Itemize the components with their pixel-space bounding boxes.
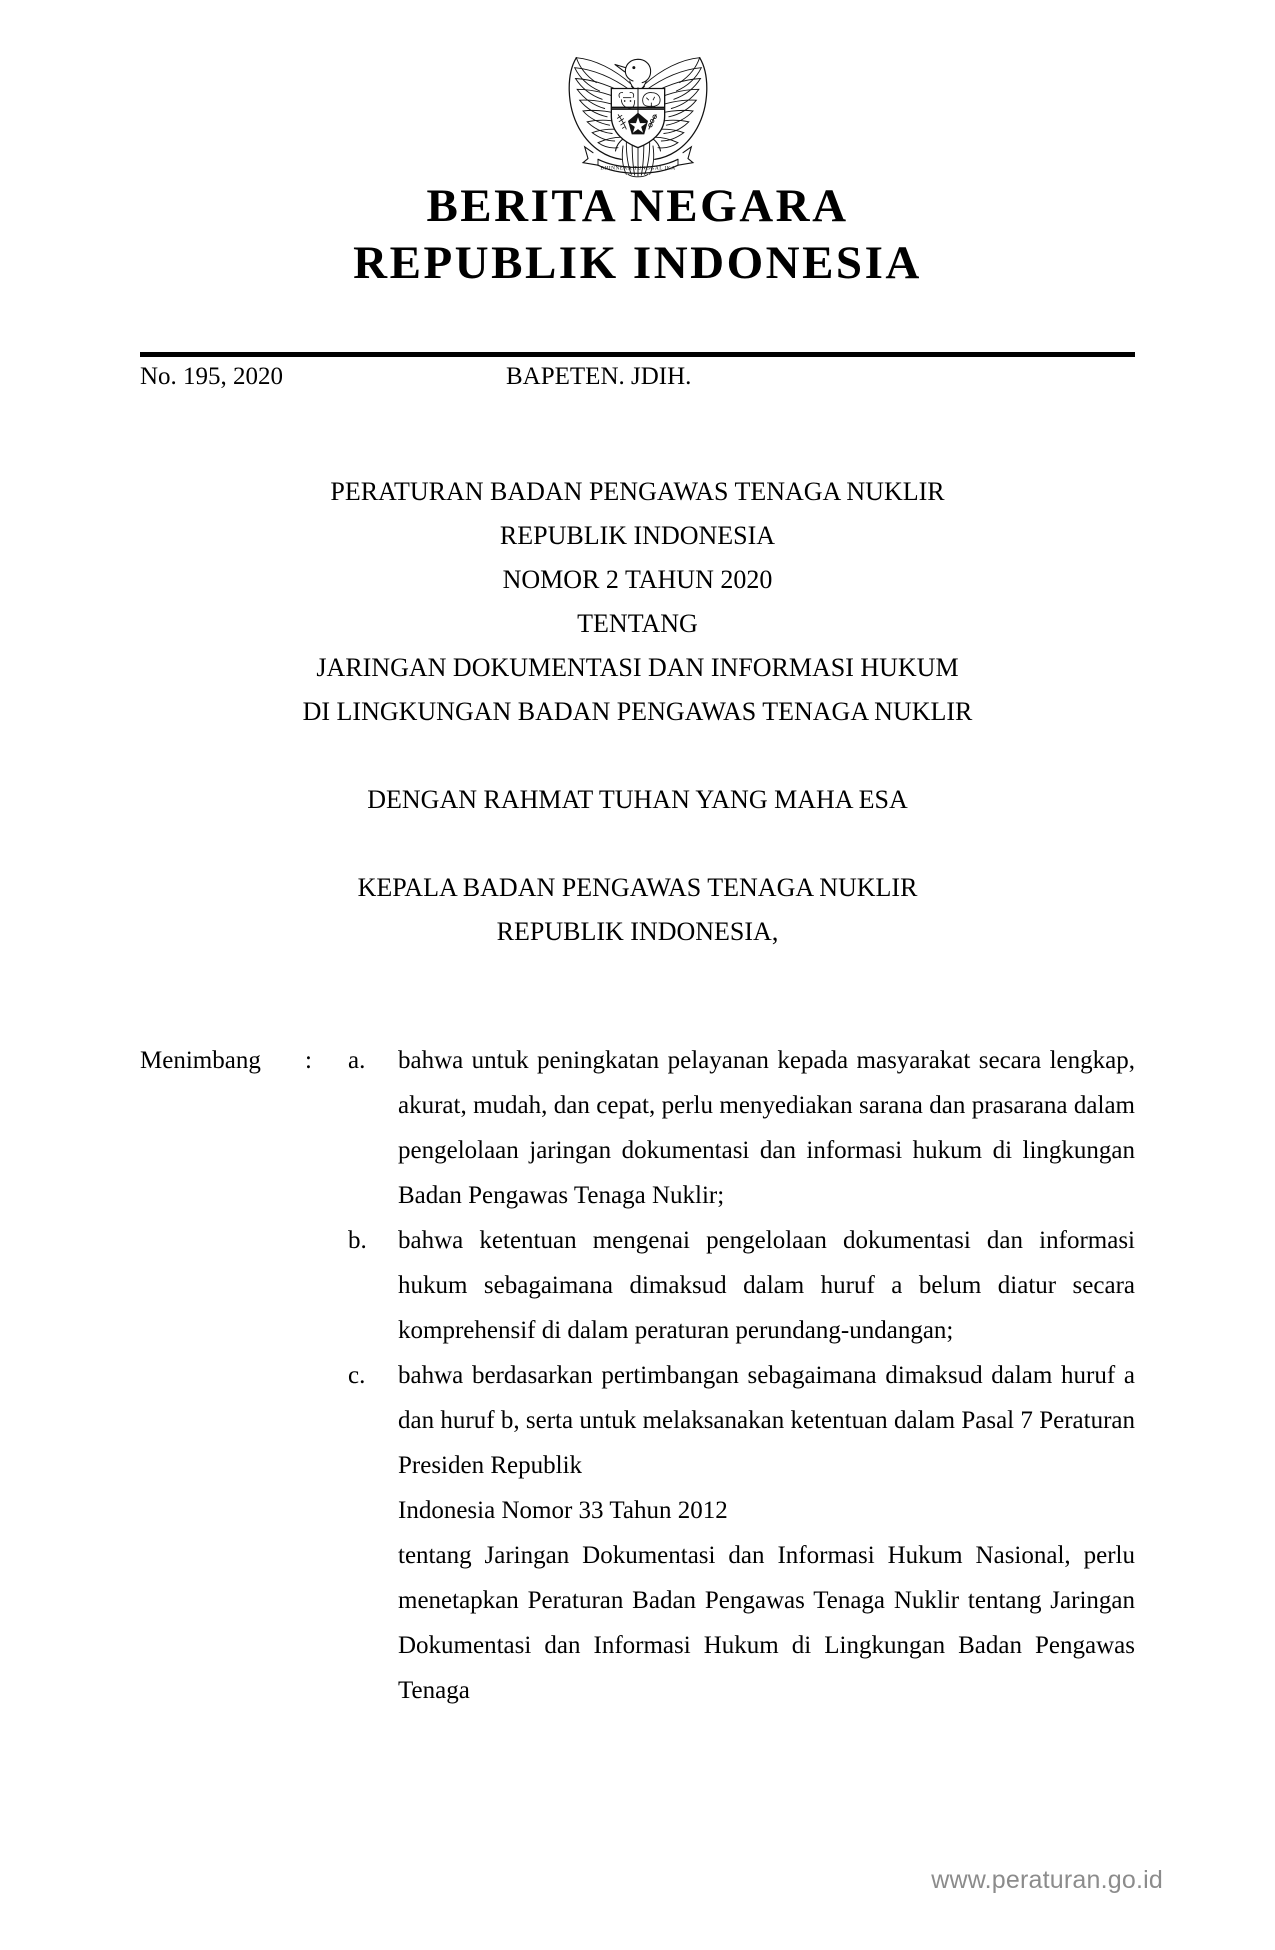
signatory-line-2: REPUBLIK INDONESIA, bbox=[496, 917, 779, 946]
section-colon: : bbox=[305, 1047, 312, 1074]
masthead-line-berita-negara: BERITA NEGARA bbox=[426, 180, 849, 232]
title-line-tentang: TENTANG bbox=[577, 609, 698, 638]
agency-tag: BAPETEN. JDIH. bbox=[506, 363, 692, 390]
clause-marker-a: a. bbox=[348, 1047, 366, 1074]
menimbang-section bbox=[140, 1038, 1135, 1713]
clause-text-c bbox=[398, 1353, 1135, 1713]
clause-marker-c: c. bbox=[348, 1362, 366, 1389]
title-line-nomor-tahun: NOMOR 2 TAHUN 2020 bbox=[502, 565, 773, 594]
footer-watermark: www.peraturan.go.id bbox=[931, 1866, 1163, 1894]
signatory-line-1: KEPALA BADAN PENGAWAS TENAGA NUKLIR bbox=[357, 873, 918, 902]
clause-text-c-part-1: bahwa berdasarkan pertimbangan sebagaimana dimaksud dalam huruf a dan huruf b, serta untuk melaksanakan ketentuan dalam Pasal 7 Peraturan Presiden Republik bbox=[398, 1362, 1135, 1479]
title-line-subject-1: JARINGAN DOKUMENTASI DAN INFORMASI HUKUM bbox=[316, 653, 959, 682]
title-line-subject-2: DI LINGKUNGAN BADAN PENGAWAS TENAGA NUKLIR bbox=[302, 697, 973, 726]
clause-item-b bbox=[140, 1218, 1135, 1353]
clause-text-c-part-2: Indonesia Nomor 33 Tahun 2012 bbox=[398, 1497, 728, 1524]
title-line-republik-indonesia: REPUBLIK INDONESIA bbox=[499, 521, 776, 550]
emblem-motto-text: BHINNEKA TUNGGAL IKA bbox=[599, 165, 676, 172]
invocation-line: DENGAN RAHMAT TUHAN YANG MAHA ESA bbox=[367, 785, 908, 814]
gazette-number: No. 195, 2020 bbox=[140, 363, 284, 390]
clause-text-c-part-3: tentang Jaringan Dokumentasi dan Informasi Hukum Nasional, perlu menetapkan Peraturan Badan Pengawas Tenaga Nuklir tentang Jaringan Dokumentasi dan Informasi Hukum di Lingkungan Badan Pengawas Tenaga bbox=[398, 1542, 1135, 1704]
clause-item-c bbox=[140, 1353, 1135, 1713]
title-line-peraturan: PERATURAN BADAN PENGAWAS TENAGA NUKLIR bbox=[330, 477, 945, 506]
header-divider-rule bbox=[140, 352, 1135, 357]
clause-text-a: bahwa untuk peningkatan pelayanan kepada masyarakat secara lengkap, akurat, mudah, dan cepat, perlu menyediakan sarana dan prasarana dalam pengelolaan jaringan dokumentasi dan informasi hukum di lingkungan Badan Pengawas Tenaga Nuklir; bbox=[398, 1047, 1135, 1209]
clause-text-b: bahwa ketentuan mengenai pengelolaan dokumentasi dan informasi hukum sebagaimana dimaksud dalam huruf a belum diatur secara komprehensif di dalam peraturan perundang-undangan; bbox=[398, 1227, 1135, 1344]
masthead bbox=[0, 178, 1275, 292]
section-label-menimbang: Menimbang bbox=[140, 1047, 261, 1074]
emblem-container bbox=[0, 36, 1275, 191]
masthead-line-republik-indonesia: REPUBLIK INDONESIA bbox=[353, 237, 922, 289]
garuda-pancasila-emblem bbox=[554, 36, 722, 186]
clause-marker-b: b. bbox=[348, 1227, 367, 1254]
header-meta-row bbox=[140, 360, 1135, 394]
clause-item-a bbox=[140, 1038, 1135, 1218]
regulation-title-block bbox=[0, 470, 1275, 954]
